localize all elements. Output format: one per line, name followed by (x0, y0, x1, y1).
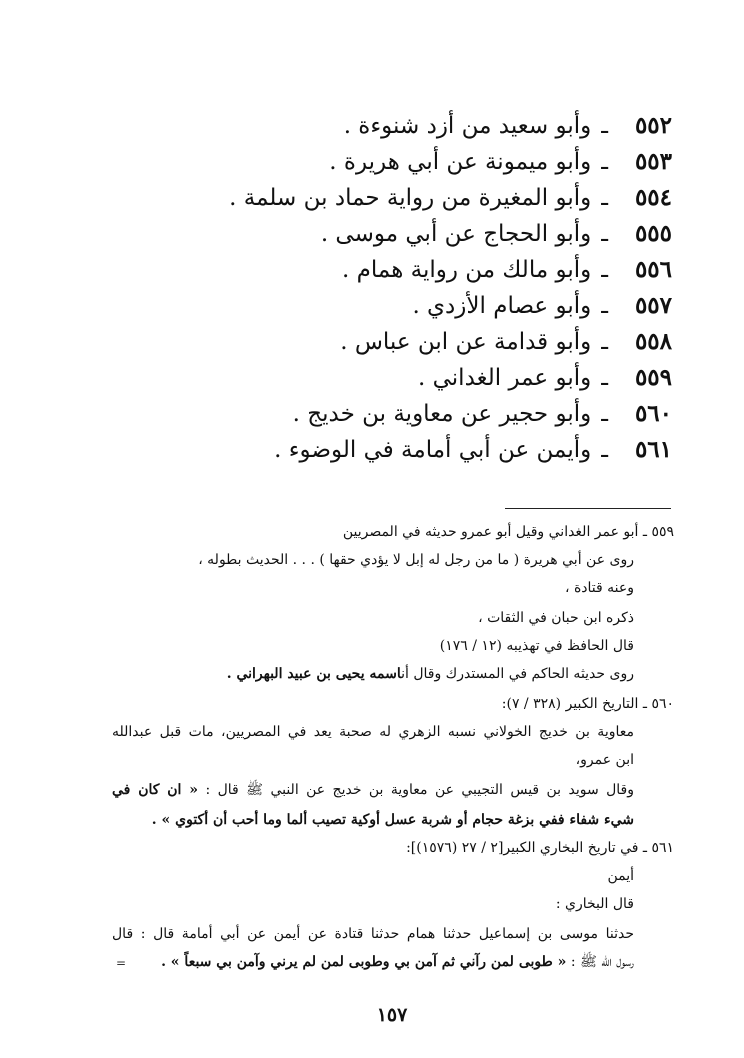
entry-dash: ـ (601, 293, 608, 319)
entry-558 (340, 324, 672, 360)
footnote-561-line: أيمن (607, 868, 634, 884)
entry-dash: ـ (601, 365, 608, 391)
footnote-561-line: قال البخاري : (555, 896, 634, 912)
footnote-561-heading: ٥٦١ ـ في تاريخ البخاري الكبير[٢ / ٢٧ (١٥٧٦)]: (406, 840, 674, 856)
footnote-560-line: معاوية بن خديج الخولاني نسبه الزهري له صحبة يعد في المصريين، مات قبل عبدالله (112, 724, 634, 740)
footnote-559-line: قال الحافظ في تهذيبه (١٢ / ١٧٦) (439, 638, 634, 654)
entry-dash: ـ (601, 257, 608, 283)
entry-dash: ـ (601, 113, 608, 139)
footnote-559-line: روى عن أبي هريرة ( ما من رجل له إبل لا يؤدي حقها ) . . . الحديث بطوله ، (198, 552, 634, 568)
entry-552 (344, 108, 672, 144)
footnote-text: وقال سويد بن قيس التجيبي عن معاوية بن خديج عن النبي ﷺ قال : (205, 782, 635, 798)
entry-560 (293, 396, 672, 432)
entry-number: ٥٦٠ (634, 400, 672, 427)
entry-text: وأبو الحجاج عن أبي موسى . (320, 221, 592, 247)
footnote-bold-text: « ان كان في (112, 782, 199, 798)
entry-554 (229, 180, 672, 216)
entry-556 (342, 252, 672, 288)
footnote-560-line: ابن عمرو، (575, 752, 634, 768)
entry-number: ٥٥٤ (634, 184, 672, 211)
entry-557 (412, 288, 672, 324)
footnote-560-line (112, 776, 634, 804)
entry-text: وأيمن عن أبي أمامة في الوضوء . (274, 437, 592, 463)
footnote-560-heading: ٥٦٠ ـ التاريخ الكبير (٣٢٨ / ٧): (501, 696, 674, 712)
entry-number: ٥٥٣ (634, 148, 672, 175)
footnote-bold-text: « طوبى لمن رآني ثم آمن بي وطوبى لمن لم يرني وآمن بي سبعاً » . (161, 954, 567, 970)
entry-text: وأبو ميمونة عن أبي هريرة . (329, 149, 592, 175)
footnote-559-line (227, 660, 634, 688)
footnote-559-line: وعنه قتادة ، (564, 580, 634, 596)
entry-561 (274, 432, 672, 468)
footnote-561-line (161, 948, 634, 976)
entry-dash: ـ (601, 437, 608, 463)
entry-text: وأبو سعيد من أزد شنوءة . (343, 113, 592, 139)
footnote-bold-text: اسمه يحيى بن عبيد البهراني . (226, 666, 402, 682)
entry-number: ٥٥٦ (634, 256, 672, 283)
entry-dash: ـ (601, 185, 608, 211)
footnote-559-heading: ٥٥٩ ـ أبو عمر الغداني وقيل أبو عمرو حديثه في المصريين (342, 524, 674, 540)
entry-555 (321, 216, 672, 252)
entry-553 (329, 144, 672, 180)
footnote-text: رسول الله ﷺ : (570, 954, 634, 970)
footnote-561-line: حدثنا موسى بن إسماعيل حدثنا همام حدثنا قتادة عن أيمن عن أبي أمامة قال : قال (112, 926, 634, 942)
entry-text: وأبو قدامة عن ابن عباس . (340, 329, 592, 355)
page-number: ١٥٧ (376, 1004, 408, 1026)
entry-dash: ـ (601, 329, 608, 355)
entry-number: ٥٥٥ (634, 220, 672, 247)
entry-dash: ـ (601, 221, 608, 247)
footnote-separator (505, 508, 671, 509)
entry-dash: ـ (601, 149, 608, 175)
entry-number: ٥٥٢ (634, 112, 672, 139)
entry-559 (418, 360, 672, 396)
footnote-560-hadith: شيء شفاء ففي بزغة حجام أو شربة عسل أوكية تصيب ألما وما أحب أن أكتوي » . (151, 812, 634, 828)
margin-mark: = (116, 956, 127, 970)
entry-text: وأبو عمر الغداني . (417, 365, 592, 391)
entry-number: ٥٥٧ (634, 292, 672, 319)
entry-number: ٥٥٨ (634, 328, 672, 355)
entry-number: ٥٦١ (634, 436, 672, 463)
entry-number: ٥٥٩ (634, 364, 672, 391)
footnote-559-line: ذكره ابن حبان في الثقات ، (478, 610, 634, 626)
entry-text: وأبو حجير عن معاوية بن خديج . (292, 401, 592, 427)
entry-text: وأبو عصام الأزدي . (412, 293, 592, 319)
entry-dash: ـ (601, 401, 608, 427)
footnote-text: روى حديثه الحاكم في المستدرك وقال أن (401, 666, 634, 682)
entry-text: وأبو مالك من رواية همام . (342, 257, 592, 283)
entry-text: وأبو المغيرة من رواية حماد بن سلمة . (229, 185, 592, 211)
